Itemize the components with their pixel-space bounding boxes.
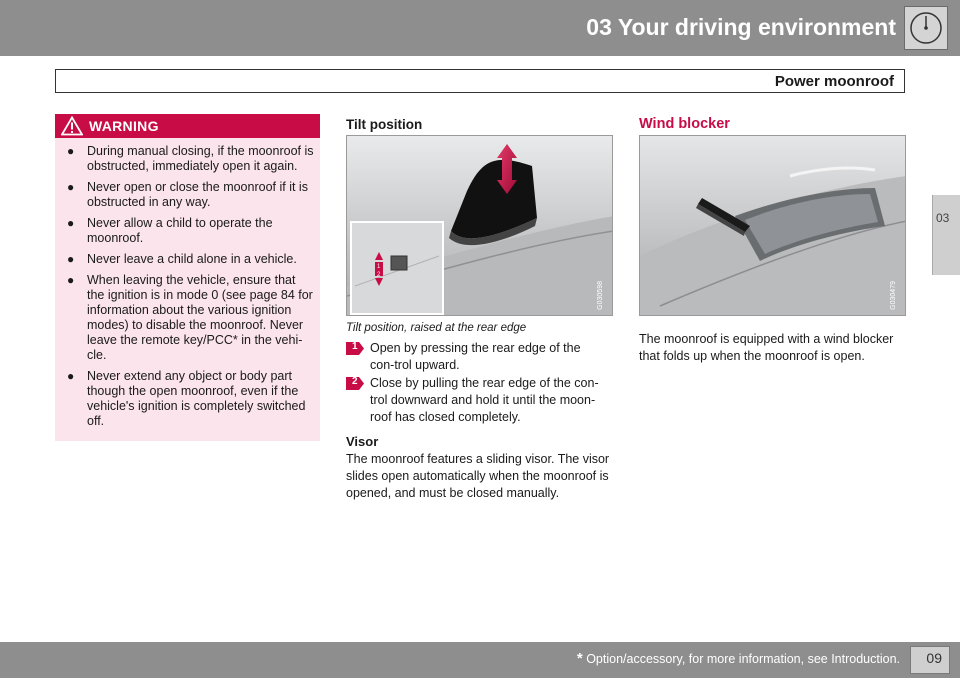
wind-blocker-heading: Wind blocker <box>639 116 730 132</box>
warning-box <box>55 114 320 441</box>
bullet-icon: ● <box>67 180 75 194</box>
chapter-tab[interactable] <box>932 195 960 275</box>
bullet-icon: ● <box>67 216 75 230</box>
section-title: Power moonroof <box>774 73 894 90</box>
visor-text: The moonroof features a sliding visor. The visor slides open automatically when the moonroof is opened, and must be closed manually. <box>346 452 610 500</box>
bullet-icon: ● <box>67 252 75 266</box>
step-1 <box>346 340 608 374</box>
footnote-star: * <box>576 650 583 667</box>
step-number-badge: 1 <box>346 342 364 355</box>
chapter-tab-label: 03 <box>936 211 950 225</box>
figure-code: G030479 <box>890 281 897 310</box>
warning-item: ● During manual closing, if the moonroof is obstructed, immediately open it again. <box>67 144 314 173</box>
warning-title: WARNING <box>89 118 159 134</box>
warning-triangle-icon <box>61 116 83 136</box>
chapter-gauge-badge <box>904 6 948 50</box>
figure-code: G030598 <box>597 281 604 310</box>
footer-note: * Option/accessory, for more information, see Introduction. <box>576 650 900 667</box>
warning-list <box>65 144 315 435</box>
bullet-icon: ● <box>67 369 75 383</box>
speedometer-icon <box>909 11 943 45</box>
warning-item: ● When leaving the vehicle, ensure that the ignition is in mode 0 (see page 84 for information about the various ignition modes) to disable the moonroof. Never leave the remote key/PCC* in the vehi-cle. <box>67 273 313 362</box>
page-number: 09 <box>926 650 942 666</box>
wind-blocker-car-illustration <box>640 136 906 316</box>
tilt-illustration <box>346 135 613 316</box>
bullet-icon: ● <box>67 144 75 158</box>
warning-header <box>55 114 320 138</box>
section-title-box <box>55 69 905 93</box>
warning-item: ● Never open or close the moonroof if it is obstructed in any way. <box>67 180 308 209</box>
svg-text:1: 1 <box>377 264 381 270</box>
moonroof-tilt-illustration <box>347 136 613 316</box>
bullet-icon: ● <box>67 273 75 287</box>
step-2 <box>346 375 608 426</box>
step-text: Open by pressing the rear edge of the con-trol upward. <box>370 341 581 372</box>
visor-heading: Visor <box>346 434 379 449</box>
wind-blocker-text: The moonroof is equipped with a wind blocker that folds up when the moonroof is open. <box>639 332 894 363</box>
warning-item: ● Never leave a child alone in a vehicle. <box>67 252 297 266</box>
warning-item: ● Never allow a child to operate the moonroof. <box>67 216 273 245</box>
warning-item: ● Never extend any object or body part though the open moonroof, even if the vehicle's ignition is completely switched off. <box>67 369 306 428</box>
chapter-title: 03 Your driving environment <box>586 14 896 40</box>
svg-text:2: 2 <box>377 272 381 278</box>
tilt-heading: Tilt position <box>346 117 423 132</box>
wind-blocker-illustration <box>639 135 906 316</box>
step-number-badge: 2 <box>346 377 364 390</box>
figure-caption: Tilt position, raised at the rear edge <box>346 322 527 334</box>
step-text: Close by pulling the rear edge of the con-trol downward and hold it until the moon-roof has closed completely. <box>370 376 599 424</box>
